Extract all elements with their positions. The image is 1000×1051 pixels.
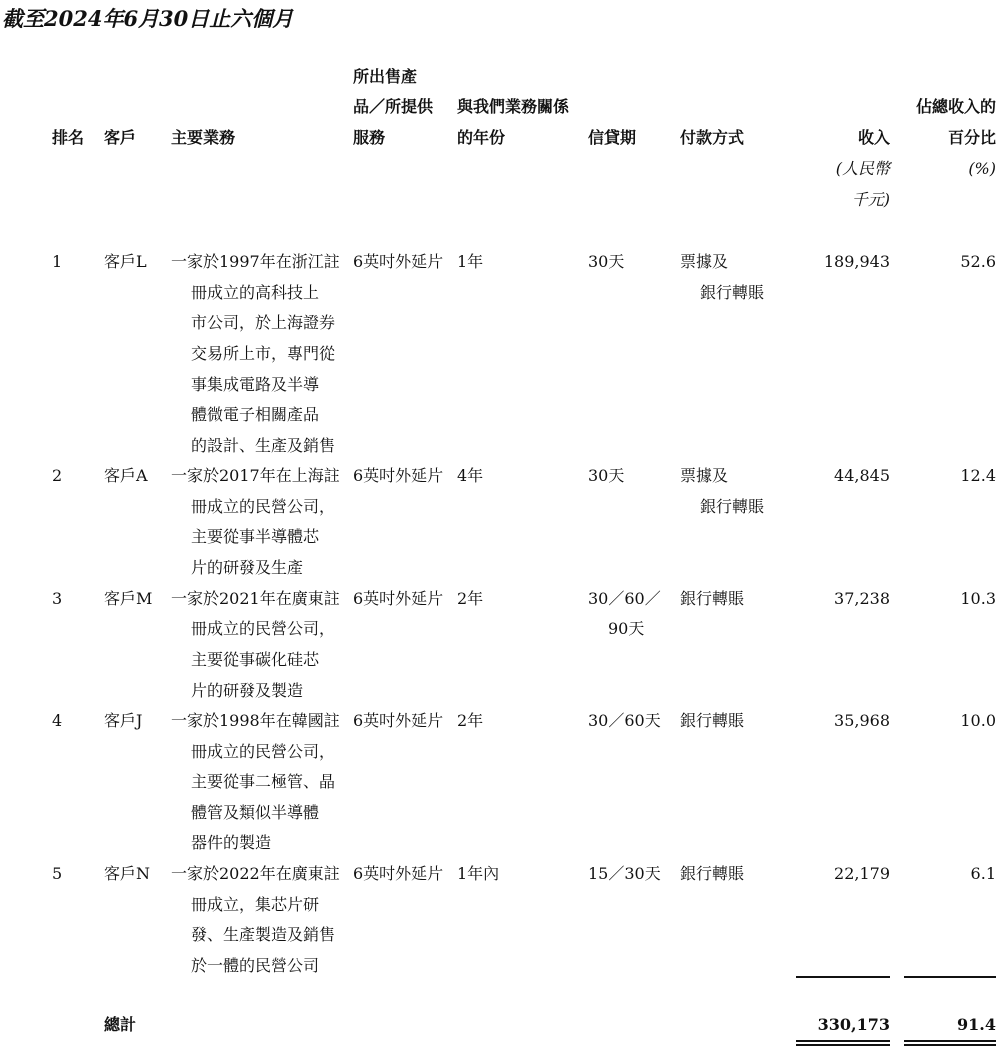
cell-rank: 5 (52, 864, 63, 883)
cell-business-line: 一家於1997年在浙江註 (171, 252, 340, 271)
cell-business-line: 一家於2017年在上海註 (171, 466, 340, 485)
cell-customer: 客戶L (104, 252, 147, 271)
total-double-rule-revenue-bottom (796, 1044, 890, 1046)
cell-pct: 52.6 (960, 252, 996, 271)
cell-payment-line: 銀行轉賬 (680, 589, 745, 608)
cell-business-line: 冊成立的民營公司， (191, 619, 336, 638)
cell-rank: 1 (52, 252, 63, 271)
cell-business-line: 冊成立的民營公司， (191, 742, 336, 761)
cell-payment-line: 銀行轉賬 (680, 864, 745, 883)
cell-business-line: 交易所上市，專門從 (191, 344, 336, 363)
cell-customer: 客戶A (104, 466, 148, 485)
header-years-line-2: 的年份 (457, 128, 506, 147)
cell-customer: 客戶N (104, 864, 151, 883)
cell-business-line: 體管及類似半導體 (191, 803, 320, 822)
cell-product: 6英吋外延片 (353, 252, 444, 271)
cell-credit: 30天 (588, 252, 625, 271)
cell-credit: 30／60天 (588, 711, 661, 730)
cell-business-line: 發、生產製造及銷售 (191, 925, 336, 944)
header-product-line-1: 所出售產 (353, 67, 418, 86)
cell-payment-line: 銀行轉賬 (680, 711, 745, 730)
cell-revenue: 44,845 (834, 466, 890, 485)
cell-pct: 10.3 (960, 589, 996, 608)
total-label: 總計 (104, 1015, 137, 1034)
subtotal-rule-revenue (796, 976, 890, 978)
cell-rank: 3 (52, 589, 63, 608)
header-revenue-unit-line-1: (人民幣 (835, 159, 890, 178)
cell-pct: 12.4 (960, 466, 996, 485)
cell-business-line: 器件的製造 (191, 833, 272, 852)
cell-business-line: 主要從事半導體芯 (191, 527, 320, 546)
header-product-line-2: 品／所提供 (353, 97, 434, 116)
header-pct-line-1: 佔總收入的 (915, 97, 996, 116)
cell-business-line: 的設計、生產及銷售 (191, 436, 336, 455)
cell-credit: 15／30天 (588, 864, 661, 883)
cell-revenue: 35,968 (834, 711, 890, 730)
cell-business-line: 一家於2022年在廣東註 (171, 864, 340, 883)
cell-business-line: 冊成立的高科技上 (191, 283, 320, 302)
cell-product: 6英吋外延片 (353, 589, 444, 608)
header-credit: 信貸期 (588, 128, 637, 147)
cell-revenue: 37,238 (834, 589, 890, 608)
header-pct-line-2: 百分比 (947, 128, 996, 147)
cell-revenue: 22,179 (834, 864, 890, 883)
cell-product: 6英吋外延片 (353, 466, 444, 485)
cell-business-line: 片的研發及生產 (191, 558, 304, 577)
header-revenue: 收入 (857, 128, 890, 147)
cell-years: 1年內 (457, 864, 500, 883)
total-pct: 91.4 (957, 1015, 996, 1034)
header-product-line-3: 服務 (353, 128, 386, 147)
cell-customer: 客戶M (104, 589, 153, 608)
header-revenue-unit-line-2: 千元) (851, 190, 890, 209)
cell-revenue: 189,943 (823, 252, 890, 271)
cell-product: 6英吋外延片 (353, 711, 444, 730)
cell-payment-line: 銀行轉賬 (700, 283, 765, 302)
cell-business-line: 冊成立的民營公司， (191, 497, 336, 516)
cell-pct: 6.1 (970, 864, 996, 883)
cell-rank: 4 (52, 711, 63, 730)
cell-business-line: 主要從事碳化硅芯 (191, 650, 320, 669)
cell-business-line: 主要從事二極管、晶 (191, 772, 336, 791)
cell-business-line: 事集成電路及半導 (191, 375, 320, 394)
cell-payment-line: 票據及 (680, 252, 729, 271)
cell-years: 2年 (457, 589, 484, 608)
cell-business-line: 於一體的民營公司 (191, 956, 320, 975)
cell-years: 1年 (457, 252, 484, 271)
page-title: 截至2024年6月30日止六個月 (2, 6, 294, 31)
header-rank: 排名 (52, 128, 85, 147)
cell-business-line: 一家於1998年在韓國註 (171, 711, 340, 730)
header-years-line-1: 與我們業務關係 (457, 97, 570, 116)
header-customer: 客戶 (104, 128, 137, 147)
cell-pct: 10.0 (960, 711, 996, 730)
cell-credit-line: 90天 (608, 619, 645, 638)
cell-payment-line: 銀行轉賬 (700, 497, 765, 516)
cell-years: 2年 (457, 711, 484, 730)
cell-credit-line: 30／60／ (588, 589, 661, 608)
subtotal-rule-pct (904, 976, 996, 978)
cell-business-line: 冊成立，集芯片研 (191, 895, 320, 914)
total-double-rule-revenue-top (796, 1040, 890, 1042)
cell-business-line: 一家於2021年在廣東註 (171, 589, 340, 608)
header-business: 主要業務 (171, 128, 236, 147)
header-payment: 付款方式 (680, 128, 745, 147)
cell-credit: 30天 (588, 466, 625, 485)
cell-rank: 2 (52, 466, 63, 485)
cell-product: 6英吋外延片 (353, 864, 444, 883)
header-pct-unit: (%) (968, 159, 996, 178)
cell-business-line: 體微電子相關產品 (191, 405, 320, 424)
total-revenue: 330,173 (817, 1015, 890, 1034)
cell-years: 4年 (457, 466, 484, 485)
cell-customer: 客戶J (104, 711, 143, 730)
cell-business-line: 片的研發及製造 (191, 681, 304, 700)
cell-payment-line: 票據及 (680, 466, 729, 485)
total-double-rule-pct-bottom (904, 1044, 996, 1046)
total-double-rule-pct-top (904, 1040, 996, 1042)
cell-business-line: 市公司，於上海證券 (191, 313, 336, 332)
